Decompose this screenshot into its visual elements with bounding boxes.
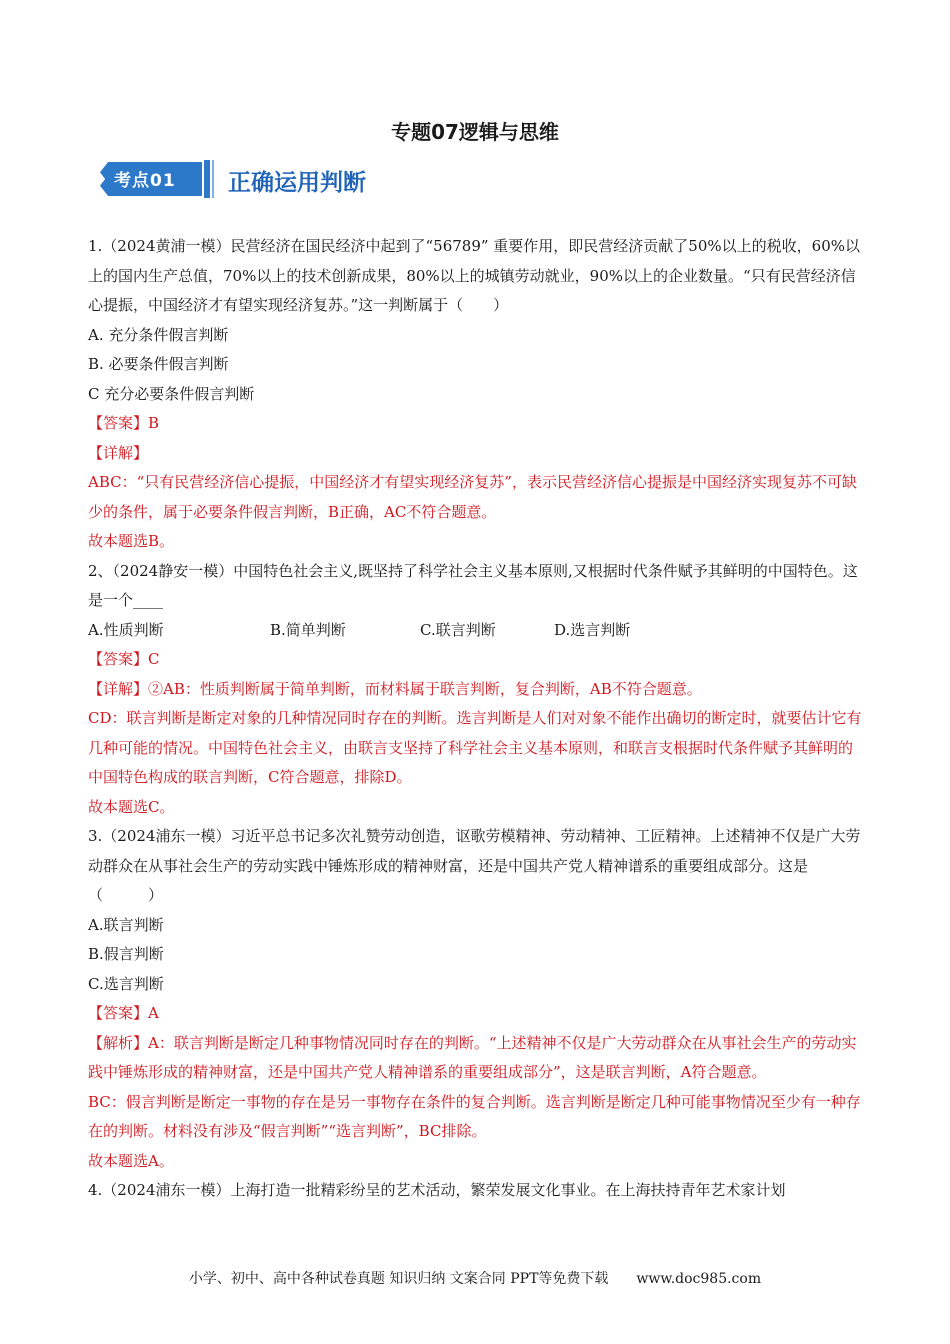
question-1-option-a: A. 充分条件假言判断 — [88, 325, 229, 344]
question-3-option-a: A.联言判断 — [88, 915, 164, 934]
question-2-option-c: C.联言判断 — [420, 620, 496, 639]
question-1-option-b: B. 必要条件假言判断 — [88, 355, 229, 373]
question-3-stem: 3.（2024浦东一模）习近平总书记多次礼赞劳动创造，讴歌劳模精神、劳动精神、工匠精神。上述精神不仅是广大劳动群众在从事社会生产的劳动实践中锤炼形成的精神财富，还是中国共产党人精神谱系的重要组成部分。这是（ ） — [88, 827, 861, 904]
section-tag-divider-thin — [212, 160, 214, 198]
question-3-detail-label: 【解析】 — [88, 1033, 149, 1052]
question-3-answer: 【答案】A — [88, 1004, 159, 1022]
question-1-stem: 1.（2024黄浦一模）民营经济在国民经济中起到了“56789” 重要作用，即民营经济贡献了50%以上的税收，60%以上的国内生产总值，70%以上的技术创新成果，80%以上的城镇劳动就业，90%以上的企业数量。“只有民营经济信心提振，中国经济才有望实现经济复苏。”这一判断属于（ ） — [88, 237, 860, 314]
question-2-conclusion: 故本题选C。 — [88, 797, 175, 816]
question-3-option-c: C.选言判断 — [88, 974, 164, 993]
question-1-detail: ABC：“只有民营经济信心提振，中国经济才有望实现经济复苏”，表示民营经济信心提振是中国经济实现复苏不可缺少的条件，属于必要条件假言判断，B正确，AC不符合题意。 — [88, 473, 857, 521]
question-2-option-a: A.性质判断 — [88, 620, 164, 639]
section-header — [100, 158, 520, 202]
question-3-detail-1 — [88, 1029, 862, 1088]
question-2-detail-1-text: ②AB：性质判断属于简单判断，而材料属于联言判断，复合判断，AB不符合题意。 — [148, 679, 702, 698]
question-1-detail-label: 【详解】 — [88, 443, 149, 462]
question-2-detail-label: 【详解】 — [88, 679, 149, 698]
question-3-detail-1-text: A：联言判断是断定几种事物情况同时存在的判断。“上述精神不仅是广大劳动群众在从事社会生产的劳动实践中锤炼形成的精神财富，还是中国共产党人精神谱系的重要组成部分”，这是联言判断，A符合题意。 — [88, 1033, 857, 1081]
question-2-options — [88, 616, 862, 646]
question-list — [88, 232, 862, 1206]
question-2-detail-1 — [88, 675, 862, 705]
question-3-conclusion: 故本题选A。 — [88, 1151, 174, 1170]
question-3-detail-2: BC：假言判断是断定一事物的存在是另一事物存在条件的复合判断。选言判断是断定几种可能事物情况至少有一种存在的判断。材料没有涉及“假言判断”“选言判断”，BC排除。 — [88, 1092, 861, 1140]
question-2-option-b: B.简单判断 — [270, 620, 346, 639]
question-2-stem: 2、（2024静安一模）中国特色社会主义,既坚持了科学社会主义基本原则,又根据时代条件赋予其鲜明的中国特色。这是一个____ — [88, 561, 858, 609]
question-1-option-c: C 充分必要条件假言判断 — [88, 384, 255, 403]
section-tag-divider — [204, 160, 210, 198]
question-4-stem: 4.（2024浦东一模）上海打造一批精彩纷呈的艺术活动，繁荣发展文化事业。在上海扶持青年艺术家计划 — [88, 1181, 786, 1199]
section-tag-label: 考点01 — [114, 171, 176, 191]
document-title: 专题07逻辑与思维 — [391, 120, 559, 144]
section-title: 正确运用判断 — [228, 170, 366, 196]
question-3-option-b: B.假言判断 — [88, 945, 164, 963]
question-2-detail-2: CD：联言判断是断定对象的几种情况同时存在的判断。选言判断是人们对对象不能作出确切的断定时，就要估计它有几种可能的情况。中国特色社会主义，由联言支坚持了科学社会主义基本原则，和联言支根据时代条件赋予其鲜明的中国特色构成的联言判断，C符合题意，排除D。 — [88, 709, 862, 786]
page-footer: 小学、初中、高中各种试卷真题 知识归纳 文案合同 PPT等免费下载 www.doc985.com — [188, 1271, 762, 1287]
question-1-answer: 【答案】B — [88, 414, 160, 432]
question-1-conclusion: 故本题选B。 — [88, 532, 175, 550]
question-2-option-d: D.选言判断 — [554, 620, 631, 639]
question-2-answer: 【答案】C — [88, 650, 160, 668]
